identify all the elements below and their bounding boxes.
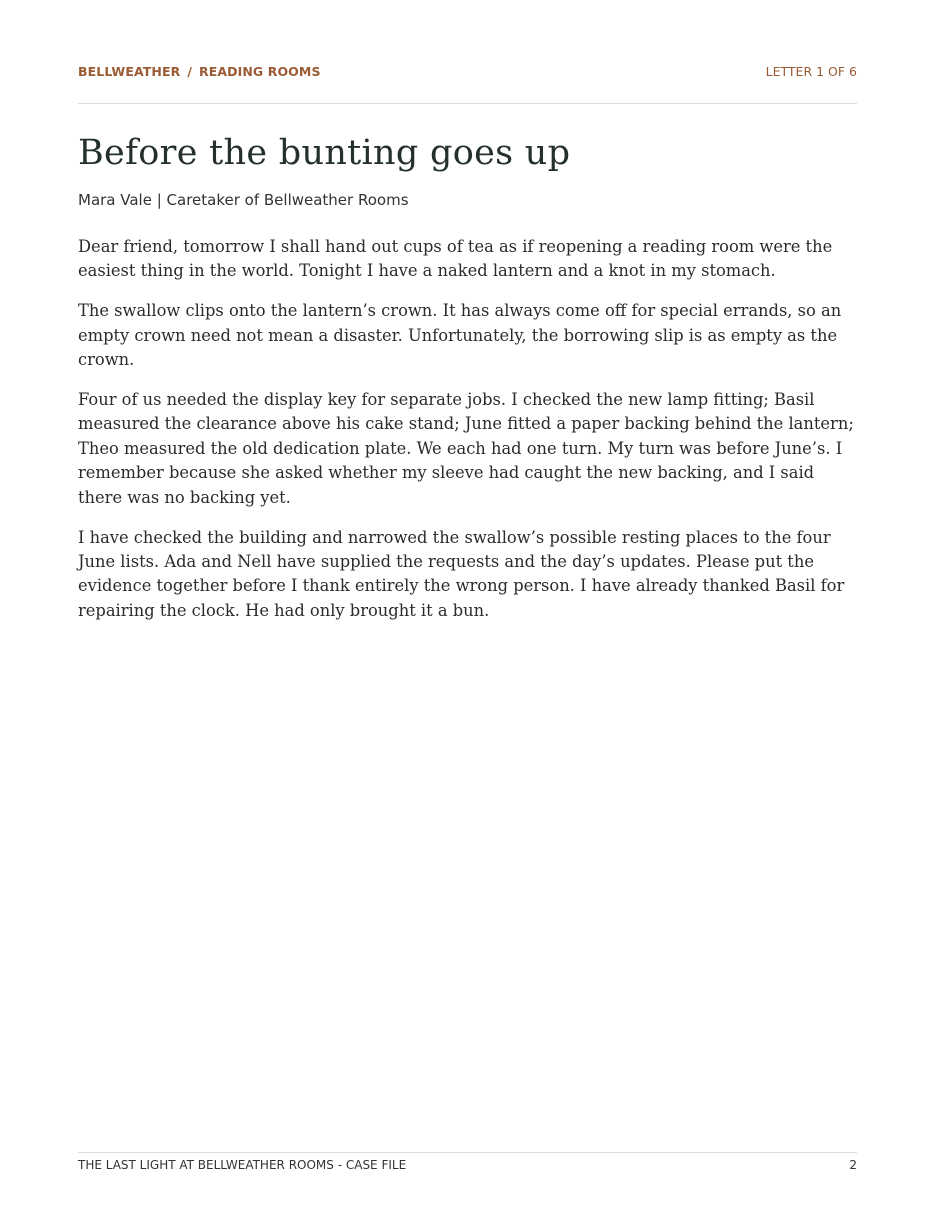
letter-title: Before the bunting goes up <box>78 133 571 173</box>
breadcrumb-item-bellweather[interactable]: BELLWEATHER <box>78 64 181 79</box>
letter-paragraph: I have checked the building and narrowed the swallow’s possible resting places to the four June lists. Ada and Nell have supplied the requests and the day’s updates. Please put the evidence together before I thank entirely the wrong person. I have already thanked Basil for repairing the clock. He had only brought it a bun. <box>78 527 845 620</box>
letter-page <box>78 0 857 1210</box>
breadcrumb <box>78 64 321 79</box>
footer-divider <box>78 1152 857 1153</box>
letter-paragraph: The swallow clips onto the lantern’s crown. It has always come off for special errands, so an empty crown need not mean a disaster. Unfortunately, the borrowing slip is as empty as the crown. <box>78 301 842 370</box>
page-header <box>78 62 857 82</box>
footer-title: THE LAST LIGHT AT BELLWEATHER ROOMS - CASE FILE <box>78 1158 407 1172</box>
breadcrumb-separator: / <box>187 64 192 79</box>
page-footer <box>78 1158 857 1176</box>
page-number: 2 <box>849 1158 857 1172</box>
letter-byline: Mara Vale | Caretaker of Bellweather Rooms <box>78 191 409 209</box>
header-divider <box>78 103 857 104</box>
letter-paragraph: Four of us needed the display key for separate jobs. I checked the new lamp fitting; Basil measured the clearance above his cake stand; June fitted a paper backing behind the lantern; Theo measured the old dedication plate. We each had one turn. My turn was before June’s. I remember because she asked whether my sleeve had caught the new backing, and I said there was no backing yet. <box>78 390 854 507</box>
letter-paragraph: Dear friend, tomorrow I shall hand out cups of tea as if reopening a reading room were the easiest thing in the world. Tonight I have a naked lantern and a knot in my stomach. <box>78 237 833 281</box>
letter-body <box>78 235 859 639</box>
letter-counter: LETTER 1 OF 6 <box>765 64 857 79</box>
breadcrumb-item-reading-rooms[interactable]: READING ROOMS <box>198 64 321 79</box>
